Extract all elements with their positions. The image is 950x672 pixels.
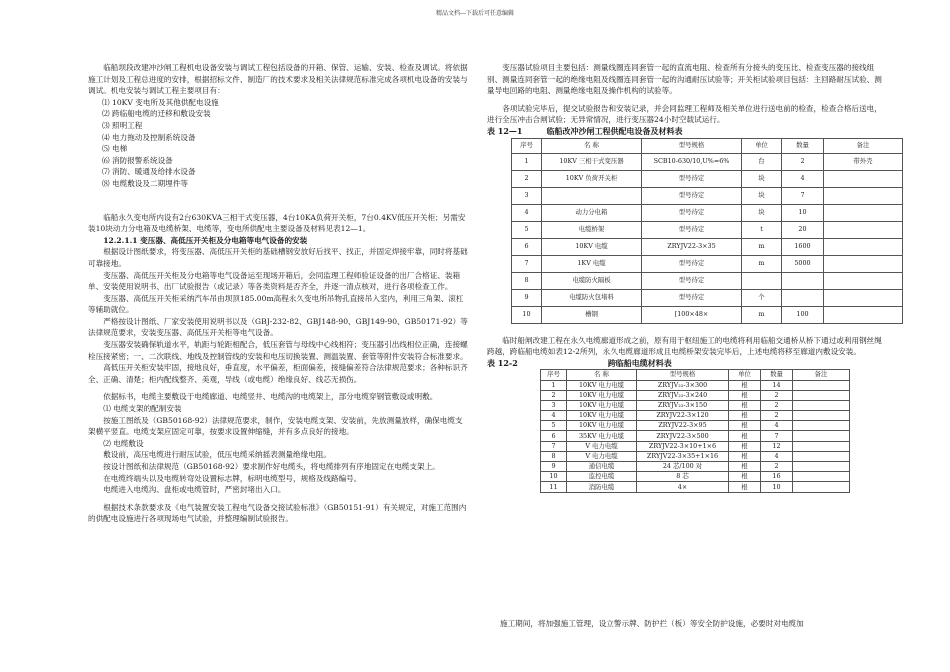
column-header: 序号 bbox=[541, 370, 567, 380]
table-cell: ZRYJV₂₂-3×240 bbox=[637, 390, 729, 400]
paragraph: 电缆进入电缆沟、盘柜或电缆管时，严密封堵出入口。 bbox=[103, 485, 286, 495]
table-cell bbox=[542, 187, 642, 204]
table-cell: 根 bbox=[729, 390, 761, 400]
table-cell: 11 bbox=[541, 482, 567, 492]
table-row bbox=[512, 187, 903, 204]
table-cell bbox=[742, 272, 782, 289]
table-cell: 8 bbox=[541, 451, 567, 461]
table-cell: m bbox=[742, 238, 782, 255]
table-cell: 1 bbox=[541, 380, 567, 390]
paragraph: 根据设计图纸要求，将变压器、高低压开关柜的基础槽钢安放好后找平、找正，并固定焊接牢靠，同时将基础可靠接地。 bbox=[88, 247, 468, 268]
list-item: ⑸ 电梯 bbox=[102, 144, 128, 154]
table-cell: ZRYJV22-3×35 bbox=[642, 238, 742, 255]
table-cell: 根 bbox=[729, 400, 761, 410]
table-cell: 槽钢 bbox=[542, 306, 642, 323]
table-cell: 电缆防火隔板 bbox=[542, 272, 642, 289]
left-column bbox=[88, 62, 470, 525]
table-cell bbox=[793, 400, 850, 410]
table-cell: 7 bbox=[541, 441, 567, 451]
table-cell: 20 bbox=[782, 221, 824, 238]
table-cell: 动力分电箱 bbox=[542, 204, 642, 221]
table-cell: [100×48× bbox=[642, 306, 742, 323]
table-cell: 带外壳 bbox=[824, 153, 903, 170]
table-cell: m bbox=[742, 255, 782, 272]
table-cell: 型号待定 bbox=[642, 289, 742, 306]
table-row bbox=[541, 411, 850, 421]
table-row bbox=[541, 390, 850, 400]
equipment-table bbox=[511, 138, 903, 324]
table-row bbox=[541, 472, 850, 482]
table-header-row bbox=[541, 370, 850, 380]
table-cell: 块 bbox=[742, 204, 782, 221]
table-cell: SCB10-630/10,U%=6% bbox=[642, 153, 742, 170]
subheading: ⑴ 电缆支架的配制安装 bbox=[103, 404, 182, 414]
table-cell: 10KV 电缆 bbox=[542, 238, 642, 255]
table-cell: 通信电缆 bbox=[567, 462, 637, 472]
table-cell: 2 bbox=[512, 170, 542, 187]
table-cell: 根 bbox=[729, 431, 761, 441]
table-row bbox=[512, 306, 903, 323]
table-cell: 根 bbox=[729, 411, 761, 421]
table-cell: 型号待定 bbox=[642, 187, 742, 204]
table-cell: 块 bbox=[742, 187, 782, 204]
table-cell: 4 bbox=[782, 170, 824, 187]
subheading: ⑵ 电缆敷设 bbox=[103, 438, 144, 448]
paragraph: 变压器安装确保轨道水平，轨距与轮距相配合，低压套管与母线中心线相符；变压器引出线相位正确，连接螺栓压接紧密；一、二次联线、地线及控制管线的安装和电压切换装置、测温装置、套管等附件安装符合标准要求。 bbox=[88, 340, 468, 361]
paragraph: 依据标书，电缆主要敷设于电缆廊道、电缆竖井、电缆沟的电缆架上，部分电缆穿钢管敷设或明敷。 bbox=[103, 392, 438, 402]
table-cell: 10KV 电力电缆 bbox=[567, 390, 637, 400]
table-cell: 电缆防火包堵料 bbox=[542, 289, 642, 306]
table-row bbox=[541, 441, 850, 451]
paragraph: 按设计图纸和法律规范（GB50168-92）要求制作好电缆头，将电缆排列有序地固定在电缆支架上。 bbox=[103, 462, 440, 471]
paragraph: 严格按设计图纸、厂家安装使用说明书以及（GBJ-232-82、GBJ148-90、GBJ149-90、GB50171-92）等法律规范要求，安装变压器、高低压开关柜等电气设备。 bbox=[88, 316, 468, 338]
paragraph: 高低压开关柜安装牢固，接地良好，垂直度，水平偏差，柜面偏差，接缝偏差符合法律规范要求；各种标识齐全、正确、清楚；柜内配线整齐、美观，导线（或电缆）绝缘良好、线芯无损伤。 bbox=[88, 363, 468, 384]
column-header: 单位 bbox=[729, 370, 761, 380]
table-cell: 2 bbox=[541, 390, 567, 400]
table-cell: V 电力电缆 bbox=[567, 441, 637, 451]
table-body bbox=[512, 153, 903, 323]
table-caption bbox=[487, 358, 885, 370]
table-cell: 1KV 电缆 bbox=[542, 255, 642, 272]
table-row bbox=[541, 451, 850, 461]
table-cell bbox=[824, 255, 903, 272]
table-cell: 根 bbox=[729, 380, 761, 390]
table-cell bbox=[793, 472, 850, 482]
column-header: 型号规格 bbox=[642, 138, 742, 153]
list-item: ⑶ 照明工程 bbox=[102, 120, 143, 130]
table-cell: m bbox=[742, 306, 782, 323]
table-cell: 根 bbox=[729, 472, 761, 482]
column-header: 名 称 bbox=[542, 138, 642, 153]
table-cell: ZRYJV22-3×120 bbox=[637, 411, 729, 421]
table-cell: 型号待定 bbox=[642, 204, 742, 221]
table-cell bbox=[824, 221, 903, 238]
table-row bbox=[512, 153, 903, 170]
table-cell: 型号待定 bbox=[642, 170, 742, 187]
table-cell: 1600 bbox=[782, 238, 824, 255]
table-cell bbox=[782, 289, 824, 306]
table-cell: 16 bbox=[761, 472, 793, 482]
table-cell: 10 bbox=[541, 472, 567, 482]
table-cell bbox=[824, 306, 903, 323]
column-header: 序号 bbox=[512, 138, 542, 153]
table-cell: 根 bbox=[729, 441, 761, 451]
table-cell bbox=[793, 441, 850, 451]
table-cell bbox=[793, 451, 850, 461]
table-row bbox=[512, 255, 903, 272]
table-row bbox=[512, 272, 903, 289]
table-header-row bbox=[512, 138, 903, 153]
cable-table bbox=[540, 369, 850, 492]
table-cell: 5 bbox=[541, 421, 567, 431]
list-item: ⑻ 电缆敷设及二期埋件等 bbox=[102, 178, 188, 188]
table-row bbox=[512, 170, 903, 187]
table-label: 表 12—1 bbox=[487, 125, 523, 136]
table-cell: 10 bbox=[782, 204, 824, 221]
paragraph: 在电缆终端头以及电缆转弯处设置标志牌，标明电缆型号，规格及线路编号。 bbox=[103, 473, 362, 483]
table-cell: 根 bbox=[729, 482, 761, 492]
table-cell bbox=[824, 272, 903, 289]
table-cell: 4 bbox=[541, 411, 567, 421]
table-cell: 电缆桥架 bbox=[542, 221, 642, 238]
paragraph: 敷设前，高压电缆进行耐压试验，低压电缆采纳摇表测量绝缘电阻。 bbox=[103, 450, 331, 460]
section-heading: 12.2.1.1 变压器、高低压开关柜及分电箱等电气设备的安装 bbox=[103, 235, 308, 245]
table-cell: 2 bbox=[761, 462, 793, 472]
table-cell: ZRYJV22-3×10+1×6 bbox=[637, 441, 729, 451]
table-cell: 消防电缆 bbox=[567, 482, 637, 492]
table-row bbox=[512, 238, 903, 255]
table-cell: 2 bbox=[761, 390, 793, 400]
table-cell: 4 bbox=[512, 204, 542, 221]
table-cell: 10 bbox=[761, 482, 793, 492]
column-header: 单位 bbox=[742, 138, 782, 153]
table-label: 表 12-2 bbox=[487, 357, 518, 368]
column-header: 名 称 bbox=[567, 370, 637, 380]
table-cell: 4× bbox=[637, 482, 729, 492]
table-cell: 5 bbox=[512, 221, 542, 238]
table-cell: 根 bbox=[729, 451, 761, 461]
table-cell: 10KV 电力电缆 bbox=[567, 421, 637, 431]
table-cell bbox=[793, 482, 850, 492]
table-row bbox=[512, 221, 903, 238]
table-row bbox=[541, 380, 850, 390]
table-cell: 35KV 电力电缆 bbox=[567, 431, 637, 441]
table-cell bbox=[824, 170, 903, 187]
table-cell: 24 芯/100 对 bbox=[637, 462, 729, 472]
table-cell bbox=[793, 390, 850, 400]
paragraph: 临时船闸改建工程在永久电缆廊道形成之前，原有用于枢纽施工的电缆将利用临船交通桥从桥下通过或利用钢丝绳跨越，跨临船电缆如表12-2所列，永久电缆廊道形成且电缆桥架安装完毕后，上述电缆将移至廊道内敷设安装。 bbox=[487, 335, 882, 357]
table-cell bbox=[793, 380, 850, 390]
table-row bbox=[541, 462, 850, 472]
paragraph: 根据技术条款要求及《电气装置安装工程电气设备交接试验标准》（GB50151-91）有关规定，对施工范围内的供配电设施进行各项现场电气试验，并整理编制试验报告。 bbox=[88, 502, 467, 524]
table-cell bbox=[793, 421, 850, 431]
column-header: 备注 bbox=[793, 370, 850, 380]
table-cell bbox=[782, 272, 824, 289]
table-cell: 100 bbox=[782, 306, 824, 323]
table-cell: 8 bbox=[512, 272, 542, 289]
table-cell: 10KV 电力电缆 bbox=[567, 400, 637, 410]
table-cell: 10 bbox=[512, 306, 542, 323]
list-item: ⑷ 电力拖动及控制系统设备 bbox=[102, 132, 196, 142]
table-cell: 根 bbox=[729, 462, 761, 472]
paragraph: 各项试验完毕后，提交试验报告和安装记录，并会同监理工程师及相关单位进行送电前的检查，检查合格后送电，进行全压冲击合闸试验；无异常情况，进行变压器24小时空载试运行。 bbox=[487, 103, 882, 125]
list-item: ⑺ 消防、暖通及给排水设备 bbox=[102, 167, 196, 177]
table-cell: 7 bbox=[761, 431, 793, 441]
table-cell: 3 bbox=[541, 400, 567, 410]
column-header: 型号规格 bbox=[637, 370, 729, 380]
page-header: 精品文档---下载后可任意编辑 bbox=[435, 10, 515, 17]
table-cell: 10KV 三相干式变压器 bbox=[542, 153, 642, 170]
table-cell: 12 bbox=[761, 441, 793, 451]
column-header: 数量 bbox=[761, 370, 793, 380]
table-row bbox=[541, 421, 850, 431]
table-cell: V 电力电缆 bbox=[567, 451, 637, 461]
table-cell: 6 bbox=[541, 431, 567, 441]
table-cell: 8 芯 bbox=[637, 472, 729, 482]
table-cell bbox=[793, 462, 850, 472]
table-cell: 3 bbox=[512, 187, 542, 204]
table-cell: 2 bbox=[782, 153, 824, 170]
table-cell: ZRYJV22-3×500 bbox=[637, 431, 729, 441]
table-row bbox=[541, 431, 850, 441]
project-list bbox=[88, 97, 470, 190]
table-cell: 根 bbox=[729, 421, 761, 431]
table-cell: 型号待定 bbox=[642, 221, 742, 238]
table-cell: 7 bbox=[782, 187, 824, 204]
table-cell: 型号待定 bbox=[642, 255, 742, 272]
table-cell bbox=[793, 411, 850, 421]
table-cell: 14 bbox=[761, 380, 793, 390]
list-item: ⑹ 消防报警系统设备 bbox=[102, 155, 173, 165]
table-cell bbox=[824, 204, 903, 221]
table-cell: ZRYJV₂₂-3×150 bbox=[637, 400, 729, 410]
paragraph: 按施工图纸及（GB50168-92）法律规范要求，制作，安装电缆支架、安装前，先放测量放样，确保电缆支架横平竖直。电缆支架应固定可靠，按要求设置伸缩缝，并有多点良好的接地。 bbox=[88, 415, 463, 437]
table-cell: 4 bbox=[761, 421, 793, 431]
list-item: ⑴ 10KV 变电所及其他供配电设施 bbox=[102, 97, 219, 107]
table-row bbox=[512, 204, 903, 221]
table-cell: 个 bbox=[742, 289, 782, 306]
table-cell: 4 bbox=[761, 451, 793, 461]
table-cell: ZRYJV₂₂-3×300 bbox=[637, 380, 729, 390]
table-cell bbox=[824, 289, 903, 306]
table-cell: 2 bbox=[761, 411, 793, 421]
table-cell bbox=[824, 187, 903, 204]
table-cell: 6 bbox=[512, 238, 542, 255]
table-body bbox=[541, 380, 850, 492]
table-cell bbox=[824, 238, 903, 255]
paragraph: 临船永久变电所内设有2台630KVA三相干式变压器，4台10KA负荷开关柜，7台0.4KV低压开关柜；另需安装10块动力分电箱及电缆桥架、电缆等，变电所供配电主要设备及材料见表12—1。 bbox=[88, 212, 466, 234]
table-title: 跨临船电缆材料表 bbox=[607, 357, 672, 368]
table-cell: 9 bbox=[541, 462, 567, 472]
table-title: 临船改冲沙闸工程供配电设备及材料表 bbox=[546, 125, 683, 136]
table-cell: ZRYJV22-3×35+1×16 bbox=[637, 451, 729, 461]
table-cell: 1 bbox=[512, 153, 542, 170]
table-row bbox=[512, 289, 903, 306]
paragraph: 施工期间，将加强施工管理，设立警示牌、防护拦（板）等安全防护设施，必要时对电缆加 bbox=[500, 619, 804, 628]
table-cell: 10KV 电力电缆 bbox=[567, 411, 637, 421]
table-cell: t bbox=[742, 221, 782, 238]
table-cell: 2 bbox=[761, 400, 793, 410]
paragraph: 临船坝段改建冲沙闸工程机电设备安装与调试工程包括设备的开箱、保管、运输、安装、检查及调试。将依据施工计划及工程总进度的安排，根据招标文件、制造厂的技术要求及相关法律规范标准完成各项机电设备的安装与调试。机电安装与调试工程主要项目有： bbox=[88, 63, 468, 96]
paragraph: 变压器、高低压开关柜及分电箱等电气设备运至现场开箱后，会同监理工程师验证设备的出厂合格证、装箱单、安装使用说明书、出厂试验报告（或记录）等各类资料是否齐全，并逐一清点核对，进行各项检查工作。 bbox=[88, 270, 461, 292]
table-cell: 台 bbox=[742, 153, 782, 170]
table-cell bbox=[793, 431, 850, 441]
table-cell: 10KV 电力电缆 bbox=[567, 380, 637, 390]
table-row bbox=[541, 400, 850, 410]
right-column bbox=[487, 62, 885, 493]
table-caption bbox=[487, 126, 885, 138]
table-cell: 7 bbox=[512, 255, 542, 272]
table-cell: 10KV 负荷开关柜 bbox=[542, 170, 642, 187]
column-header: 数量 bbox=[782, 138, 824, 153]
table-cell: ZRYJV22-3×95 bbox=[637, 421, 729, 431]
paragraph: 变压器试验项目主要包括：测量线圈连同套管一起的直流电阻、检查所有分接头的变压比、检查变压器的接线组别、测量连同套管一起的绝缘电阻及线圈连同套管一起的沟通耐压试验等；开关柜试验项目包括：主回路耐压试验、测量导电回路的电阻、测量绝缘电阻及操作机构的试验等。 bbox=[487, 63, 882, 96]
table-cell: 9 bbox=[512, 289, 542, 306]
table-cell: 监控电缆 bbox=[567, 472, 637, 482]
table-cell: 5000 bbox=[782, 255, 824, 272]
table-row bbox=[541, 482, 850, 492]
list-item: ⑵ 跨临船电缆的迁移和敷设安装 bbox=[102, 109, 211, 119]
table-cell: 型号待定 bbox=[642, 272, 742, 289]
paragraph: 变压器、高低压开关柜采纳汽车吊由坝顶185.00m高程永久变电所吊物孔直接吊入室内，利用三角架、滚杠等辅助就位。 bbox=[88, 293, 464, 315]
column-header: 备注 bbox=[824, 138, 903, 153]
table-cell: 块 bbox=[742, 170, 782, 187]
